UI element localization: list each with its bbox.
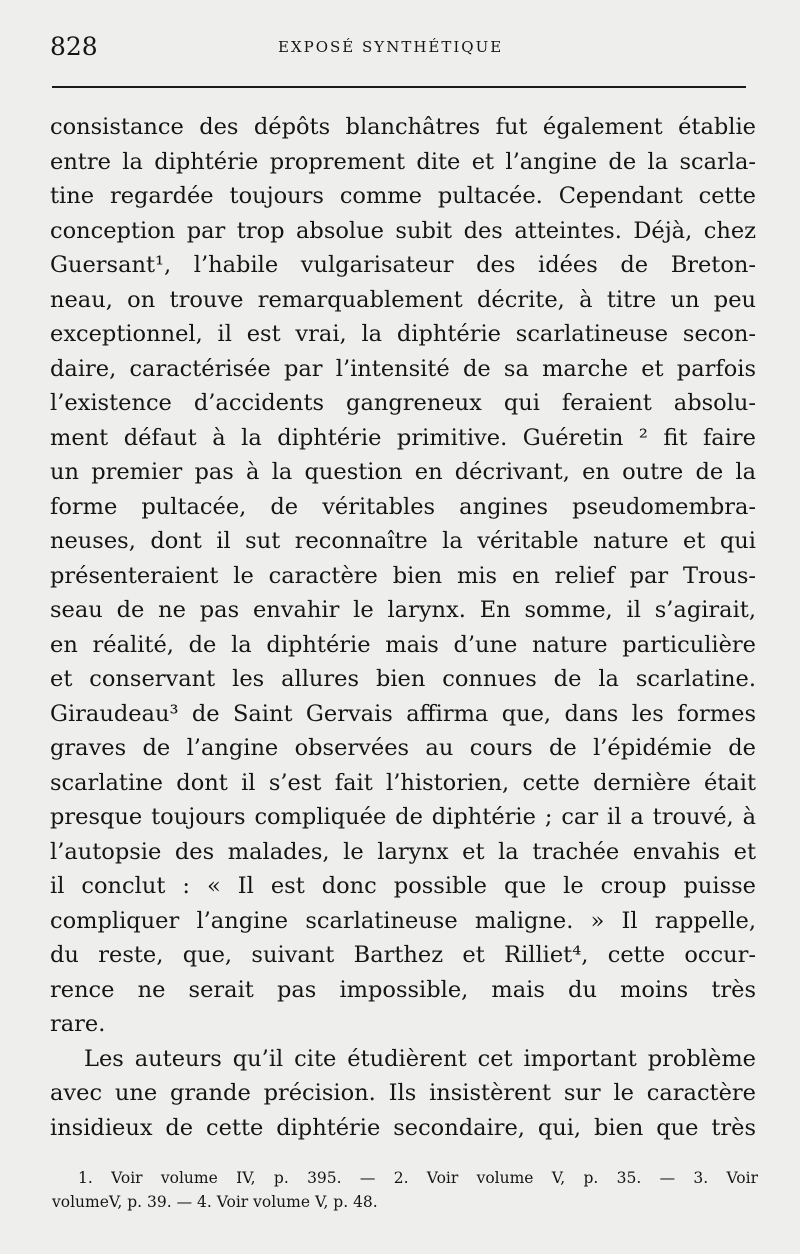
body-line: exceptionnel, il est vrai, la diphtérie scarlatineuse secon-	[50, 321, 756, 347]
body-line: Giraudeau³ de Saint Gervais affirma que, dans les formes	[50, 700, 756, 727]
page-number: 828	[50, 32, 98, 61]
body-line: seau de ne pas envahir le larynx. En somme, il s’agirait,	[50, 597, 756, 623]
body-line: scarlatine dont il s’est fait l’historien, cette dernière était	[50, 769, 756, 796]
body-line: rence ne serait pas impossible, mais du moins très	[50, 976, 756, 1003]
body-line: il conclut : « Il est donc possible que le croup puisse	[50, 873, 756, 899]
body-line: l’existence d’accidents gangreneux qui feraient absolu-	[50, 390, 756, 416]
body-line: neuses, dont il sut reconnaître la véritable nature et qui	[50, 528, 756, 554]
body-line: neau, on trouve remarquablement décrite, à titre un peu	[50, 286, 756, 313]
body-line: ment défaut à la diphtérie primitive. Guéretin ² fit faire	[50, 424, 756, 451]
body-text	[50, 110, 756, 1145]
paragraph-start-line: Les auteurs qu’il cite étudièrent cet important problème	[84, 1045, 756, 1072]
footnote-line: 1. Voir volume IV, p. 395. — 2. Voir volume V, p. 35. — 3. Voir	[78, 1169, 758, 1187]
body-line: conception par trop absolue subit des atteintes. Déjà, chez	[50, 217, 756, 244]
body-line: graves de l’angine observées au cours de l’épidémie de	[50, 735, 756, 761]
body-line: tine regardée toujours comme pultacée. Cependant cette	[50, 183, 756, 209]
body-line: entre la diphtérie proprement dite et l’angine de la scarla-	[50, 148, 756, 175]
body-line: présenteraient le caractère bien mis en relief par Trous-	[50, 562, 756, 589]
body-line: forme pultacée, de véritables angines pseudomembra-	[50, 493, 756, 520]
body-line: l’autopsie des malades, le larynx et la trachée envahis et	[50, 838, 756, 865]
footnotes	[52, 1166, 758, 1214]
body-line: avec une grande précision. Ils insistèrent sur le caractère	[50, 1080, 756, 1106]
header-rule	[52, 86, 746, 88]
paragraph-end-line: rare.	[50, 1011, 106, 1037]
footnote-line: volumeV, p. 39. — 4. Voir volume V, p. 48.	[52, 1193, 378, 1211]
running-title: EXPOSÉ SYNTHÉTIQUE	[278, 38, 504, 56]
body-line: compliquer l’angine scarlatineuse maligne. » Il rappelle,	[50, 907, 756, 934]
body-line: insidieux de cette diphtérie secondaire, qui, bien que très	[50, 1114, 756, 1141]
body-line: et conservant les allures bien connues de la scarlatine.	[50, 666, 756, 692]
body-line: Guersant¹, l’habile vulgarisateur des idées de Breton-	[50, 252, 756, 278]
body-line: du reste, que, suivant Barthez et Rilliet⁴, cette occur-	[50, 942, 756, 968]
body-line: en réalité, de la diphtérie mais d’une nature particulière	[50, 631, 756, 658]
body-line: consistance des dépôts blanchâtres fut également établie	[50, 114, 756, 140]
body-line: un premier pas à la question en décrivant, en outre de la	[50, 459, 756, 485]
body-line: presque toujours compliquée de diphtérie ; car il a trouvé, à	[50, 804, 756, 830]
body-line: daire, caractérisée par l’intensité de sa marche et parfois	[50, 355, 756, 382]
